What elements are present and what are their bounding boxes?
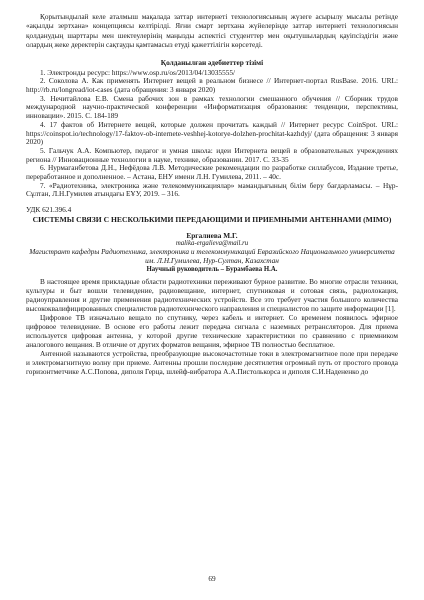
supervisor-line: Научный руководитель – Бурамбаева Н.А. bbox=[146, 265, 278, 273]
reference-item: 3. Нечитайлова Е.В. Смена рабочих зон в рамках технологии смешанного обучения // Сборник трудов международной научно-практической конференции «Информатизация образования: тенденции, перспективы, инновации». 2015. С. 184-189 bbox=[26, 93, 398, 121]
author-email: malika-ergalieva@mail.ru bbox=[175, 239, 249, 247]
udc-code: УДК 621.396.4 bbox=[26, 205, 72, 215]
article-author: Ергалиева М.Г. bbox=[186, 230, 238, 240]
body-paragraph: Антенной называются устройства, преобразующие высокочастотные токи в электромагнитное поле при передаче и электромагнитную волну при приеме. Антенны прошли последние десятилетия огромный путь от простого провода горизонтметчике А.С.Попова, диполя Герца, шлейф-вибратора А.А.Пистолькорса и диполя С.И.Надененко до bbox=[26, 349, 398, 377]
body-paragraph: Цифровое ТВ изначально вещало по спутнику, через кабель и интернет. Со временем появилось эфирное цифровое телевидение. В основе его работы лежит передача сигнала с наземных ретрансляторов. Для приема используется цифровая антенна, у которой другие технические характеристики по сравнению с приемником аналогового вещания. В отличие от других форматов вещания, эфирное ТВ полностью бесплатное. bbox=[26, 313, 398, 350]
reference-item: 1. Электронды ресурс: https://www.osp.ru/os/2013/04/13035555/ bbox=[40, 67, 236, 77]
reference-item: 6. Нурмаганбетова Д.Н., Нефёдова Л.В. Методические рекомендации по разработке силлабусов, Издание третье, переработанное и дополненное. – Астана, ЕНУ имени Л.Н. Гумилева, 2011. – 40с. bbox=[26, 163, 398, 182]
article-body bbox=[26, 277, 398, 376]
reference-item: 4. 17 фактов об Интернете вещей, которые должен прочитать каждый // Интернет ресурс CoinSpot. URL: https://coinspot.io/technology/17-faktov-ob-internete-veshhej-kotorye-dolzhen-prochitat-kazhdyj/ (дата обращения: 3 января 2020) bbox=[26, 119, 398, 147]
reference-item: 5. Гальчук А.А. Компьютер, педагог и умная школа: идеи Интернета вещей в образовательных учреждениях региона // Инновационные технологии в науке, технике, образовании. 2017. С. 33-35 bbox=[26, 145, 398, 164]
page-number: 69 bbox=[208, 574, 216, 583]
reference-item: 7. «Радиотехника, электроника және телекоммуникациялар» мамандығының білім беру бағдарламасы. – Нұр-Сұлтан, Л.Н.Гумилев атындағы ЕҰУ, 2019. – 316. bbox=[26, 180, 398, 199]
reference-item: 2. Соколова А. Как применять Интернет вещей в реальном бизнесе // Интернет-портал RusBase. 2016. URL: http://rb.ru/longread/iot-cases (дата обращения: 3 января 2020) bbox=[26, 76, 398, 95]
article-title: СИСТЕМЫ СВЯЗИ С НЕСКОЛЬКИМИ ПЕРЕДАЮЩИМИ И ПРИЕМНЫМИ АНТЕННАМИ (MIMO) bbox=[32, 215, 392, 225]
author-affiliation: Магистрант кафедры Радиотехника, электроника и телекоммуникаций Евразийского Национального университета им. Л.Н.Гумилева, Нур-Султан, Казахстан bbox=[29, 247, 395, 265]
references-list bbox=[26, 69, 398, 200]
body-paragraph: В настоящее время прикладные области радиотехники переживают бурное развитие. Во многие отрасли техники, культуры и быт вошли телевидение, радиовещание, интернет, спутниковая и сотовая связь, радиолокация, радиоуправления и другие применения радиотехнических устройств. Все это требует участия большого количества высококвалифицированных специалистов радиотехнического направления и специалистов по защите информации [1]. bbox=[26, 277, 398, 314]
references-title: Қолданылған әдебиеттер тізімі bbox=[160, 57, 264, 67]
intro-paragraph: Қорытындылай келе аталмыш мақалада заттар интернеті технологиясының жүзеге асырылу мысалы ретінде «ақылды зертхана» концепциясы келтірілді. Яғни смарт зертхана жүйелерінде заттар интернеті технологиясын қолданудың шарттары мен шектеулерінің маңызды аспектісі студенттер мен оқытушылардың қауіпсіздігін және олардың жеке деректерін сақтауды қамтамасыз етуді қажеттілігін көрсетеді. bbox=[26, 12, 398, 50]
document-page bbox=[26, 12, 398, 376]
